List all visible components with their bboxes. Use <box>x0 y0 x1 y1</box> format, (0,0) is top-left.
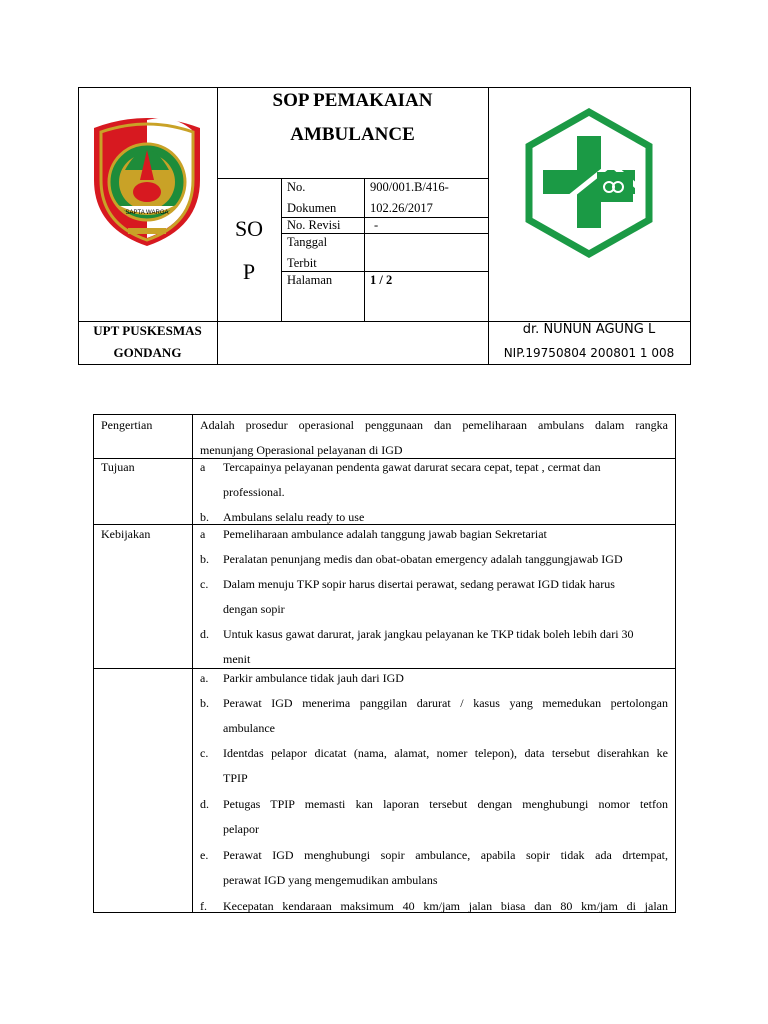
meta-label-tanggal-1: Tanggal <box>287 235 328 249</box>
prosedur-item-b-line2: ambulance <box>223 721 275 735</box>
kebijakan-marker-c: c. <box>200 577 209 591</box>
signer-nip: NIP.19750804 200801 1 008 <box>503 346 675 360</box>
kebijakan-marker-b: b. <box>200 552 209 566</box>
prosedur-item-b-line1: Perawat IGD menerima panggilan darurat / kasus yang memedukan pertolongan <box>223 696 668 710</box>
tujuan-item-a-line2: professional. <box>223 485 285 499</box>
org-name-line2: GONDANG <box>113 345 182 360</box>
meta-value-no-dokumen-1: 900/001.B/416- <box>370 180 449 194</box>
kebijakan-item-b-line1: Peralatan penunjang medis dan obat-obatan emergency adalah tanggungjawab IGD <box>223 552 623 566</box>
tujuan-item-a-line1: Tercapainya pelayanan pendenta gawat darurat secara cepat, tepat , cermat dan <box>223 460 601 474</box>
tujuan-item-b-line1: Ambulans selalu ready to use <box>223 510 365 524</box>
kebijakan-item-c-line2: dengan sopir <box>223 602 285 616</box>
prosedur-item-e-line2: perawat IGD yang mengemudikan ambulans <box>223 873 438 887</box>
kebijakan-marker-a: a <box>200 527 206 541</box>
prosedur-marker-c: c. <box>200 746 209 760</box>
prosedur-marker-e: e. <box>200 848 209 862</box>
prosedur-item-c-line1: Identdas pelapor dicatat (nama, alamat, nomer telepon), data tersebut diserahkan ke <box>223 746 668 760</box>
section-label-kebijakan: Kebijakan <box>101 527 151 541</box>
prosedur-item-a-line1: Parkir ambulance tidak jauh dari IGD <box>223 671 404 685</box>
meta-value-halaman: 1 / 2 <box>370 273 393 287</box>
section-label-tujuan: Tujuan <box>101 460 135 474</box>
prosedur-item-e-line1: Perawat IGD menghubungi sopir ambulance, apabila sopir tidak ada drtempat, <box>223 848 668 862</box>
tujuan-marker-b: b. <box>200 510 209 524</box>
prosedur-item-c-line2: TPIP <box>223 771 248 785</box>
meta-label-halaman: Halaman <box>287 273 333 287</box>
regional-shield-logo <box>88 110 206 248</box>
meta-value-no-dokumen-2: 102.26/2017 <box>370 201 433 215</box>
section-label-pengertian: Pengertian <box>101 418 153 432</box>
document-title-line2: AMBULANCE <box>290 124 415 145</box>
prosedur-item-d-line2: pelapor <box>223 822 259 836</box>
document-title-line1: SOP PEMAKAIAN <box>272 90 433 111</box>
signer-name: dr. NUNUN AGUNG L <box>522 322 656 337</box>
kebijakan-marker-d: d. <box>200 627 209 641</box>
kebijakan-item-d-line2: menit <box>223 652 251 666</box>
pengertian-text-line1: Adalah prosedur operasional penggunaan dan pemeliharaan ambulans dalam rangka <box>200 418 668 432</box>
kebijakan-item-d-line1: Untuk kasus gawat darurat, jarak jangkau pelayanan ke TKP tidak boleh lebih dari 30 <box>223 627 634 641</box>
meta-label-no-revisi: No. Revisi <box>287 218 341 232</box>
kebijakan-item-c-line1: Dalam menuju TKP sopir harus disertai perawat, sedang perawat IGD tidak harus <box>223 577 615 591</box>
prosedur-marker-b: b. <box>200 696 209 710</box>
prosedur-marker-a: a. <box>200 671 209 685</box>
meta-label-no-dokumen-1: No. <box>287 180 306 194</box>
pengertian-text-line2: menunjang Operasional pelayanan di IGD <box>200 443 403 457</box>
prosedur-item-f-line1: Kecepatan kendaraan maksimum 40 km/jam jalan biasa dan 80 km/jam di jalan <box>223 899 668 913</box>
puskesmas-logo <box>523 108 655 258</box>
kebijakan-item-a-line1: Pemeliharaan ambulance adalah tanggung jawab bagian Sekretariat <box>223 527 547 541</box>
prosedur-marker-f: f. <box>200 899 207 913</box>
prosedur-item-d-line1: Petugas TPIP memasti kan laporan tersebut dengan menghubungi nomor tetfon <box>223 797 668 811</box>
sop-label-line1: SO <box>234 216 264 241</box>
sop-label-line2: P <box>242 259 256 284</box>
prosedur-marker-d: d. <box>200 797 209 811</box>
shield-motto: SAPTA WARGA <box>125 210 169 216</box>
meta-label-no-dokumen-2: Dokumen <box>287 201 337 215</box>
org-name-line1: UPT PUSKESMAS <box>93 323 202 338</box>
meta-label-tanggal-2: Terbit <box>287 256 317 270</box>
meta-value-no-revisi: - <box>374 218 379 232</box>
tujuan-marker-a: a <box>200 460 206 474</box>
